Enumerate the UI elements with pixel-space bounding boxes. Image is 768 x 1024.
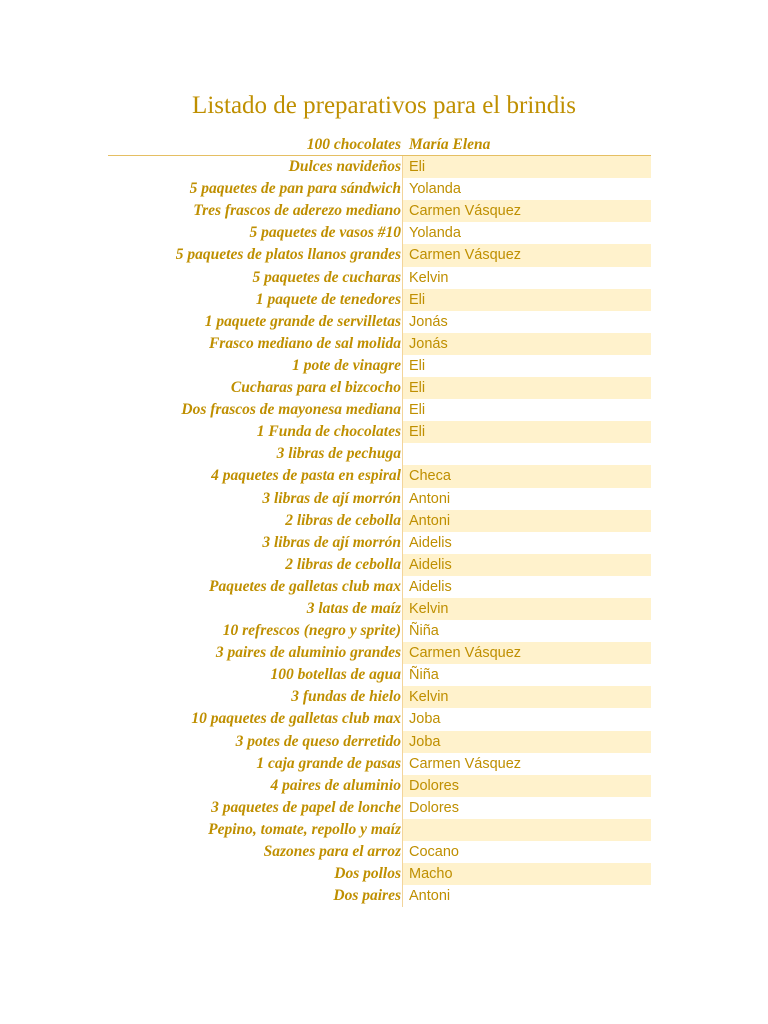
item-cell: 1 paquete de tenedores xyxy=(255,290,401,308)
person-cell: Eli xyxy=(402,399,651,421)
table-row xyxy=(108,885,651,907)
item-cell: 4 paires de aluminio xyxy=(270,776,401,794)
item-cell: 3 fundas de hielo xyxy=(291,688,401,706)
person-cell: Antoni xyxy=(402,510,651,532)
table-row xyxy=(108,642,651,664)
person-cell: Carmen Vásquez xyxy=(402,244,651,266)
person-cell: Aidelis xyxy=(402,532,651,554)
table-row xyxy=(108,510,651,532)
person-cell: Dolores xyxy=(402,797,651,819)
person-cell: Kelvin xyxy=(402,267,651,289)
person-cell: Antoni xyxy=(402,885,651,907)
table-row xyxy=(108,311,651,333)
person-cell: Aidelis xyxy=(402,554,651,576)
item-cell: Dos pollos xyxy=(334,865,401,883)
item-cell: 10 paquetes de galletas club max xyxy=(191,710,401,728)
item-cell: 3 latas de maíz xyxy=(306,599,401,617)
item-cell: Tres frascos de aderezo mediano xyxy=(193,202,401,220)
table-row xyxy=(108,819,651,841)
table-row xyxy=(108,664,651,686)
person-cell xyxy=(402,819,651,841)
person-cell: Jonás xyxy=(402,311,651,333)
item-cell: 5 paquetes de vasos #10 xyxy=(249,224,401,242)
person-cell: Macho xyxy=(402,863,651,885)
table-row xyxy=(108,775,651,797)
person-cell: Checa xyxy=(402,465,651,487)
table-row xyxy=(108,399,651,421)
person-cell: Eli xyxy=(402,377,651,399)
item-cell: 3 libras de ají morrón xyxy=(262,489,401,507)
table-row xyxy=(108,576,651,598)
item-cell: 3 paires de aluminio grandes xyxy=(215,644,401,662)
header-person-cell: María Elena xyxy=(409,136,491,153)
item-cell: Cucharas para el bizcocho xyxy=(230,379,401,397)
table-row xyxy=(108,267,651,289)
header-item-cell: 100 chocolates xyxy=(306,136,401,153)
table-row xyxy=(108,244,651,266)
table-row xyxy=(108,443,651,465)
table-row xyxy=(108,421,651,443)
table-row xyxy=(108,753,651,775)
person-cell xyxy=(402,443,651,465)
table-row xyxy=(108,797,651,819)
item-cell: 5 paquetes de platos llanos grandes xyxy=(175,246,401,264)
person-cell: Kelvin xyxy=(402,598,651,620)
item-cell: Dos frascos de mayonesa mediana xyxy=(181,401,401,419)
item-cell: 3 potes de queso derretido xyxy=(235,732,401,750)
table-row xyxy=(108,178,651,200)
item-cell: 1 paquete grande de servilletas xyxy=(204,312,401,330)
person-cell: Eli xyxy=(402,355,651,377)
person-cell: Dolores xyxy=(402,775,651,797)
item-cell: Dos paires xyxy=(333,887,401,905)
assignments-table xyxy=(108,134,651,907)
person-cell: Antoni xyxy=(402,488,651,510)
person-cell: Carmen Vásquez xyxy=(402,200,651,222)
table-row xyxy=(108,355,651,377)
table-row xyxy=(108,200,651,222)
person-cell: Joba xyxy=(402,731,651,753)
person-cell: Eli xyxy=(402,156,651,178)
table-row xyxy=(108,156,651,178)
person-cell: Cocano xyxy=(402,841,651,863)
person-cell: Carmen Vásquez xyxy=(402,753,651,775)
table-row xyxy=(108,708,651,730)
item-cell: 5 paquetes de pan para sándwich xyxy=(189,180,401,198)
person-cell: Jonás xyxy=(402,333,651,355)
item-cell: 100 botellas de agua xyxy=(270,666,401,684)
item-cell: 3 libras de ají morrón xyxy=(262,533,401,551)
item-cell: 3 libras de pechuga xyxy=(276,445,401,463)
person-cell: Yolanda xyxy=(402,178,651,200)
table-row xyxy=(108,488,651,510)
person-cell: Kelvin xyxy=(402,686,651,708)
table-row xyxy=(108,841,651,863)
table-row xyxy=(108,686,651,708)
item-cell: 1 Funda de chocolates xyxy=(256,423,401,441)
table-row xyxy=(108,289,651,311)
person-cell: Aidelis xyxy=(402,576,651,598)
item-cell: Pepino, tomate, repollo y maíz xyxy=(208,820,401,838)
item-cell: Frasco mediano de sal molida xyxy=(208,334,401,352)
person-cell: Ñiña xyxy=(402,664,651,686)
item-cell: 1 pote de vinagre xyxy=(292,356,401,374)
item-cell: 4 paquetes de pasta en espiral xyxy=(211,467,401,485)
table-row xyxy=(108,532,651,554)
item-cell: 5 paquetes de cucharas xyxy=(252,268,401,286)
page-title: Listado de preparativos para el brindis xyxy=(192,92,576,119)
table-row xyxy=(108,598,651,620)
table-row xyxy=(108,863,651,885)
table-row xyxy=(108,222,651,244)
item-cell: 3 paquetes de papel de lonche xyxy=(211,798,401,816)
person-cell: Carmen Vásquez xyxy=(402,642,651,664)
person-cell: Yolanda xyxy=(402,222,651,244)
table-row xyxy=(108,333,651,355)
item-cell: 2 libras de cebolla xyxy=(285,555,401,573)
table-row xyxy=(108,554,651,576)
table-row xyxy=(108,731,651,753)
item-cell: Dulces navideños xyxy=(288,158,401,176)
person-cell: Eli xyxy=(402,421,651,443)
table-row xyxy=(108,377,651,399)
item-cell: 10 refrescos (negro y sprite) xyxy=(222,622,401,640)
item-cell: 2 libras de cebolla xyxy=(285,511,401,529)
table-header-row xyxy=(108,134,651,156)
person-cell: Ñiña xyxy=(402,620,651,642)
person-cell: Joba xyxy=(402,708,651,730)
item-cell: 1 caja grande de pasas xyxy=(256,754,401,772)
item-cell: Sazones para el arroz xyxy=(263,843,401,860)
item-cell: Paquetes de galletas club max xyxy=(208,577,401,595)
table-row xyxy=(108,465,651,487)
person-cell: Eli xyxy=(402,289,651,311)
table-row xyxy=(108,620,651,642)
